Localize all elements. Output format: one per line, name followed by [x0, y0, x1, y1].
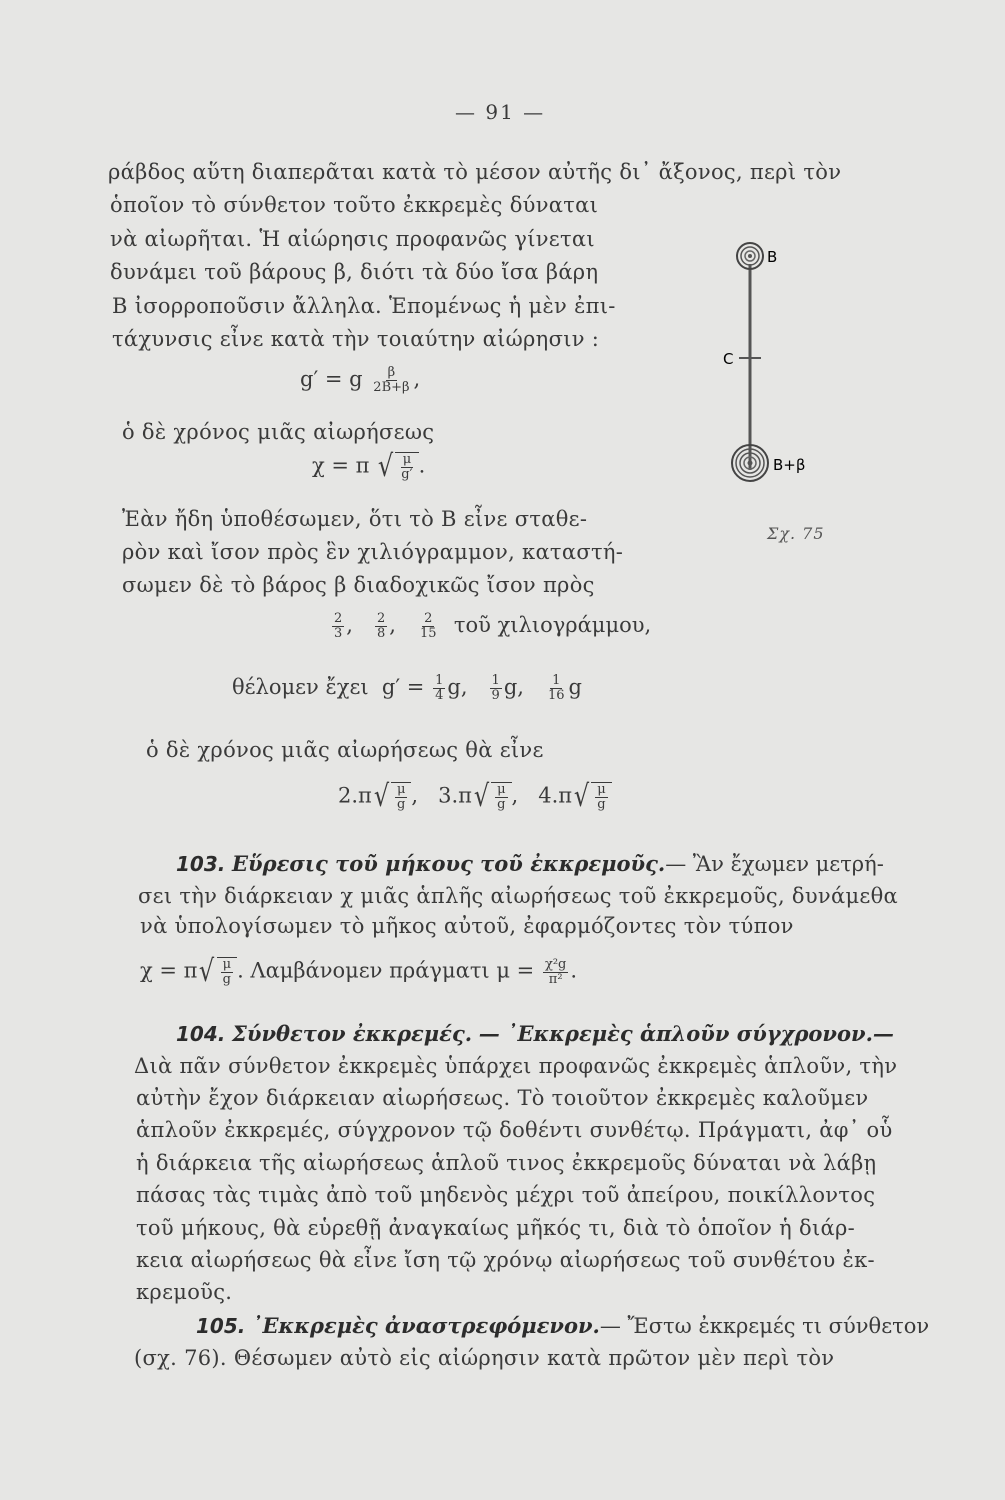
text-line-4: δυνάμει τοῦ βάρους β, διότι τὰ δύο ἴσα βάρη — [110, 260, 599, 284]
section-104-number: 104. — [176, 1022, 226, 1046]
text-line-1: ράβδος αὕτη διαπερᾶται κατὰ τὸ μέσον αὐτῆς δι᾽ ἄξονος, περὶ τὸν — [108, 160, 842, 184]
section-105-line-1: (σχ. 76). Θέσωμεν αὐτὸ εἰς αἰώρησιν κατὰ πρῶτον μὲν περὶ τὸν — [134, 1346, 835, 1370]
section-103-line-1: σει τὴν διάρκειαν χ μιᾶς ἁπλῆς αἰωρήσεως τοῦ ἐκκρεμοῦς, δυνάμεθα — [138, 884, 899, 908]
section-104-subtitle: — ᾽Εκκρεμὲς ἁπλοῦν σύγχρονον.— — [478, 1021, 894, 1046]
equation-periods: 2.π √ $\frac{\mu}{g}$ , 3.π √ $\frac{\mu}{g}$ , 4.π √ $\frac{\mu}{g}$ — [338, 782, 612, 812]
section-103-heading — [176, 851, 884, 876]
eq2-sqrt — [376, 449, 418, 484]
equation-g-values: θέλομεν ἔχει g′ = $\frac{1}{4}$ g, $\frac{1}{9}$ g, $\frac{1}{16}$ g — [232, 673, 582, 703]
pendulum-figure — [715, 230, 845, 510]
section-103-title: Εὕρεσις τοῦ μήκους τοῦ ἐκκρεμοῦς. — [232, 851, 666, 876]
text-time-line-2: ὁ δὲ χρόνος μιᾶς αἰωρήσεως θὰ εἶνε — [146, 738, 544, 762]
section-105-heading — [196, 1313, 929, 1338]
radical-sign: √ — [473, 779, 490, 814]
section-103-equation: χ = π √ $\frac{\mu}{g}$ . Λαμβάνομεν πράγματι μ = $\frac{\text{χ²g}}{\text{π²}}$ . — [140, 954, 578, 989]
frac-two-eighths: $\frac{2}{8}$ — [376, 611, 386, 641]
section-104-line-7: κεια αἰωρήσεως θὰ εἶνε ἴση τῷ χρόνῳ αἰωρήσεως τοῦ συνθέτου ἐκ- — [136, 1248, 875, 1272]
label-pivot: C — [723, 350, 734, 368]
text-time-line: ὁ δὲ χρόνος μιᾶς αἰωρήσεως — [122, 420, 435, 444]
eq2-lhs: χ = π — [312, 453, 370, 478]
section-104-heading — [176, 1021, 894, 1046]
section-103-line-2: νὰ ὑπολογίσωμεν τὸ μῆκος αὐτοῦ, ἐφαρμόζοντες τὸν τύπον — [140, 914, 794, 938]
section-105-number: 105. — [196, 1314, 246, 1338]
section-104-line-6: τοῦ μήκους, θὰ εὑρεθῇ ἀναγκαίως μῆκός τι, διὰ τὸ ὁποῖον ἡ διάρ- — [136, 1216, 855, 1240]
section-104-line-1: Διὰ πᾶν σύνθετον ἐκκρεμὲς ὑπάρχει προφανῶς ἐκκρεμὲς ἁπλοῦν, τὴν — [134, 1054, 898, 1078]
top-weight — [737, 243, 763, 269]
section-103-rest: — Ἂν ἔχωμεν μετρή- — [665, 852, 884, 876]
section-104-title: Σύνθετον ἐκκρεμές. — [232, 1021, 473, 1046]
section-104-line-8: κρεμοῦς. — [136, 1280, 233, 1304]
text-line-3: νὰ αἰωρῆται. Ἡ αἰώρησις προφανῶς γίνεται — [110, 227, 595, 251]
eq1-den: 2Β+β — [373, 380, 410, 395]
eq4-frac-3: $\frac{1}{16}$ — [547, 673, 565, 703]
frac-two-thirds: $\frac{2}{3}$ — [334, 611, 343, 641]
label-top-weight: B — [767, 248, 778, 266]
eq4-frac-1: $\frac{1}{4}$ — [435, 673, 444, 703]
eq2-num: μ — [402, 452, 412, 467]
eq4-frac-2: $\frac{1}{9}$ — [491, 673, 500, 703]
radical-sign: √ — [574, 779, 590, 814]
equation-acceleration — [300, 366, 420, 395]
eq1-lhs: g′ = g — [300, 367, 363, 391]
text-line-5: Β ἰσορροποῦσιν ἄλληλα. Ἑπομένως ἡ μὲν ἐπι- — [112, 294, 616, 318]
text-line-9: σωμεν δὲ τὸ βάρος β διαδοχικῶς ἴσον πρὸς — [122, 573, 595, 597]
radical-sign: √ — [199, 954, 215, 989]
text-line-2: ὁποῖον τὸ σύνθετον τοῦτο ἐκκρεμὲς δύναται — [110, 193, 599, 217]
text-line-8: ρὸν καὶ ἴσον πρὸς ἓν χιλιόγραμμον, καταστή- — [122, 540, 624, 564]
section-104-line-3: ἁπλοῦν ἐκκρεμές, σύγχρονον τῷ δοθέντι συνθέτῳ. Πράγματι, ἀφ᾽ οὗ — [136, 1118, 893, 1142]
eq1-fraction — [371, 366, 411, 395]
eq2-end: . — [418, 453, 426, 478]
equation-period — [312, 449, 426, 484]
eq2-den: g′ — [401, 467, 413, 482]
radical-sign: √ — [373, 779, 390, 814]
text-line-7: Ἐὰν ἤδη ὑποθέσωμεν, ὅτι τὸ Β εἶνε σταθε- — [122, 507, 588, 531]
label-bottom-weight: B+β — [773, 456, 806, 474]
fractions-row: $\frac{2}{3}$ , $\frac{2}{8}$ , $\frac{2}{15}$ τοῦ χιλιογράμμου, — [334, 611, 652, 641]
eq1-num: β — [387, 365, 396, 380]
section-104-line-2: αὐτὴν ἔχον διάρκειαν αἰωρήσεως. Τὸ τοιοῦτον ἐκκρεμὲς καλοῦμεν — [136, 1086, 869, 1110]
figure-caption: Σχ. 75 — [767, 524, 825, 543]
section-105-title: ᾽Εκκρεμὲς ἀναστρεφόμενον. — [252, 1313, 600, 1338]
eq1-end: , — [413, 367, 421, 391]
section-103-number: 103. — [176, 852, 226, 876]
radical-sign: √ — [378, 449, 394, 484]
want-text: θέλομεν ἔχει — [232, 675, 369, 699]
frac-two-fifteenths: $\frac{2}{15}$ — [419, 611, 437, 641]
page-number: — 91 — — [455, 100, 546, 124]
text-line-6: τάχυνσις εἶνε κατὰ τὴν τοιαύτην αἰώρησιν : — [112, 327, 600, 351]
eq2-fraction — [399, 453, 414, 482]
section-104-line-5: πάσας τὰς τιμὰς ἀπὸ τοῦ μηδενὸς μέχρι τοῦ ἀπείρου, ποικίλλοντος — [136, 1183, 876, 1207]
fractions-row-text: τοῦ χιλιογράμμου, — [453, 613, 652, 637]
section-105-rest: — Ἔστω ἐκκρεμές τι σύνθετον — [599, 1314, 930, 1338]
section-104-line-4: ἡ διάρκεια τῆς αἰωρήσεως ἁπλοῦ τινος ἐκκρεμοῦς δύναται νὰ λάβῃ — [136, 1151, 877, 1175]
